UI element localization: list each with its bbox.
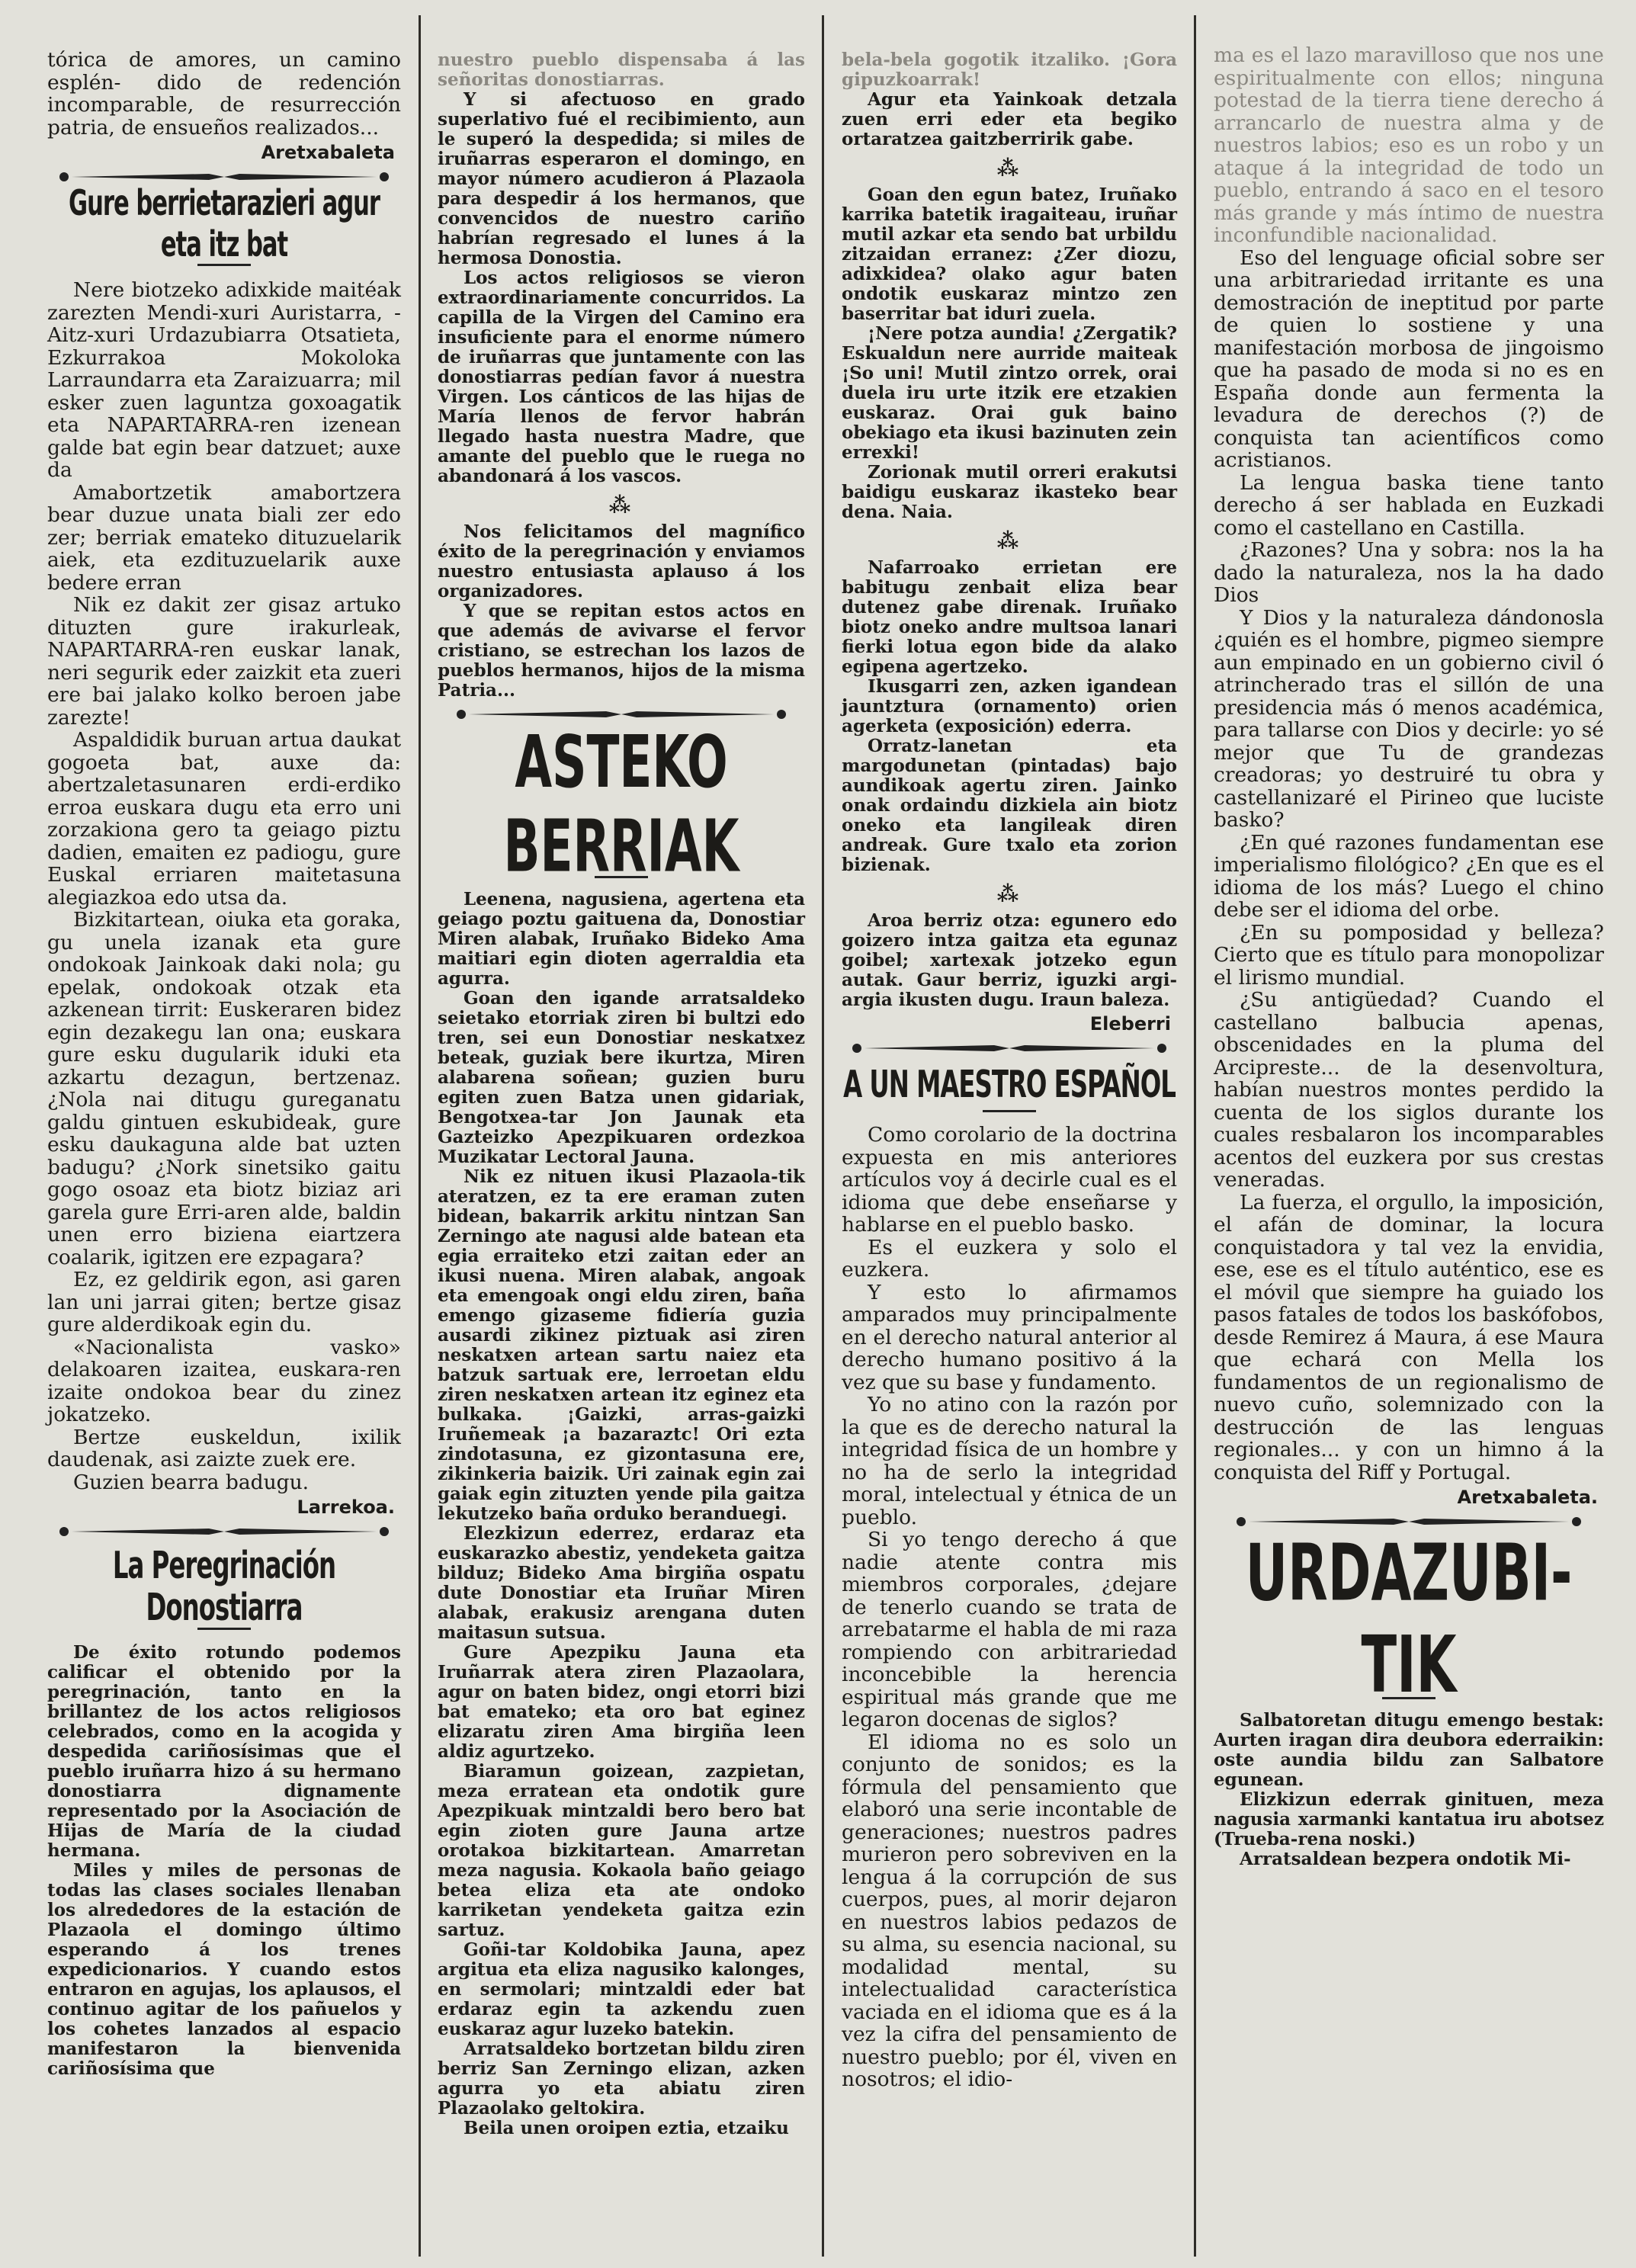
article-body	[842, 1124, 1177, 2091]
paragraph: Nere biotzeko adixkide maitéak zarezten Mendi-xuri Auristarra, -Aitz-xuri Urdazubiarra Otsatieta, Ezkurrakoa Mokoloka Larraundarra eta Zaraizuarra; mil esker zuen laguntza goxoagatik eta NAPARTARRA-ren izenean galde bat egin bear datzuet; auxe da	[47, 278, 401, 482]
paragraph: Nik ez dakit zer gisaz artuko dituzten gure irakurleak, NAPARTARRA-ren euskar lanak, neri segurik eder zaizkit eta zueri ere bai jalako kolko beroen jabe zarezte!	[47, 593, 401, 730]
paragraph: Agur eta Yainkoak detzala zuen erri eder eta begiko ortaratzea gaitzberririk gabe.	[842, 89, 1177, 149]
column-1	[34, 0, 415, 2268]
divider-ornament	[56, 169, 392, 184]
paragraph: Y que se repitan estos actos en que además de avivarse el fervor cristiano, se estrechan los lazos de pueblos hermanos, hijos de la misma Patria...	[438, 601, 805, 701]
column-rule	[419, 15, 421, 2257]
signature: Aretxabaleta.	[1457, 1487, 1598, 1508]
intro-paragraph: tórica de amores, un camino esplén- dido de redención incomparable, de resurrección patria, de ensueños realizados...	[47, 48, 401, 140]
paragraph: Es el euzkera y solo el euzkera.	[842, 1235, 1177, 1282]
paragraph: ¿Razones? Una y sobra: nos la ha dado la naturaleza, nos la ha dado Dios	[1214, 538, 1604, 607]
paragraph: Nik ez nituen ikusi Plazaola-tik ateratzen, ez ta ere eraman zuten bidean, bakarrik arkitu nintzan San Zerningo ate nagusi alde batean eta egia erraiteko etzi zaitan eder an ikusi nuena. Miren alabak, angoak eta emengoak ongi eldu ziren, baña emengo gizaseme fidiería guzia ausardi zikinez piztuak asi ziren neskatxen artean sartu naiez eta batzuk sartuak ere, lerroetan eldu ziren neskatxen artean itz eginez eta bulkaka. ¡Gaizki, arras-gaizki Iruñemeak ¡a bazaraztc! Ori ezta zindotasuna, ez gizontasuna ere, zikinkeria baizik. Uri zainak egin zai gaiak egin zituzten yende pila gaitza lekutzeko baña orduko beranduegi.	[438, 1166, 805, 1524]
faded-text	[842, 50, 1177, 90]
paragraph: Yo no atino con la razón por la que es de derecho natural la integridad física de un hombre y no ha de serlo la integridad moral, intelectual y étnica de un pueblo.	[842, 1393, 1177, 1529]
small-rule	[983, 1107, 1036, 1115]
dots-ornament: ⁂	[996, 528, 1022, 553]
paragraph: Goñi-tar Koldobika Jauna, apez argitua eta eliza nagusiko kalonges, en sermolari; mintzaldi eder bat erdaraz egin ta azkendu zuen euskaraz agur luzeko batekin.	[438, 1939, 805, 2039]
paragraph: Elizkizun ederrak ginituen, meza nagusia xarmanki kantatua iru abotsez (Trueba-rena noski.)	[1214, 1789, 1604, 1849]
paragraph: De éxito rotundo podemos calificar el obtenido por la peregrinación, tanto en la brillantez de los actos religiosos celebrados, como en la acogida y despedida cariñosísimas que el pueblo iruñarra hizo á su hermano donostiarra dignamente representado por la Asociación de Hijas de María de la ciudad hermana.	[47, 1642, 401, 1861]
section-title: URDAZUBI-TIK	[1245, 1526, 1573, 1711]
paragraph: Bertze euskeldun, ixilik daudenak, asi zaizte zuek ere.	[47, 1425, 401, 1471]
paragraph: Arratsaldean bezpera ondotik Mi-	[1240, 1849, 1571, 1869]
signature: Eleberri	[1089, 1013, 1171, 1035]
paragraph: Elezkizun ederrez, erdaraz eta euskarazko abestiz, yendeketa gaitza bilduz; Bideko Ama birgiña ospatu dute Donostiar eta Iruñar Miren alabak, erakusiz arengana duten maitasun sutsua.	[438, 1523, 805, 1643]
paragraph: Si yo tengo derecho á que nadie atente contra mis miembros corporales, ¿dejare de tenerlo cuando se trata de arrebatarme el habla de mi raza rompiendo con arbitrariedad inconcebible la herencia espiritual más grande que me legaron docenas de siglos?	[842, 1528, 1177, 1731]
paragraph: El idioma no es solo un conjunto de sonidos; es la fórmula del pensamiento que elaboró una serie incontable de generaciones; nuestros padres murieron pero sobreviven en la lengua á la corrupción de sus cuerpos, pues, al morir dejaron en nuestros labios pedazos de su alma, su esencia nacional, su modalidad mental, su intelectualidad característica vaciada en el idioma que es á la vez la cifra del pensamiento de nuestro pueblo; por él, viven en nosotros; el idio-	[842, 1730, 1177, 2091]
divider-ornament	[849, 1041, 1169, 1056]
paragraph: Goan den igande arratsaldeko seietako etorriak ziren bi bultzi edo tren, sei eun Donostiar neskatxez beteak, guziak bere ikurtza, Miren alabarena soñean; guzien buru egiten zuen Batza unen gidariak, Bengotxea-tar Jon Jaunak eta Gazteizko Apezpikuaren ordezkoa Muzikatar Lectoral Jauna.	[438, 988, 805, 1167]
article-title: La Peregrinación Donostiarra	[112, 1545, 336, 1630]
paragraph: ¡Nere potza aundia! ¿Zergatik? Eskualdun nere aurride maiteak ¡So uni! Mutil zintzo orrek, orai duela iru urte itzik ere etzakien euskaraz. Orai guk baino obekiago eta ikusi bazinuten zein errexki!	[842, 323, 1177, 463]
paragraph: Biaramun goizean, zazpietan, meza erratean eta ondotik gure Apezpikuak mintzaldi bero bero bat egin zioten gure Jauna artze orotakoa bizkitartean. Amarretan meza nagusia. Kokaola baño geiago betea eliza eta ate ondoko karriketan yendeketa gaitza ezin sartuz.	[438, 1761, 805, 1940]
paragraph: Miles y miles de personas de todas las clases sociales llenaban los alrededores de la estación de Plazaola el domingo último esperando á los trenes expedicionarios. Y cuando estos entraron en agujas, los aplausos, el continuo agitar de los pañuelos y los cohetes lanzados al espacio manifestaron la bienvenida cariñosísima que	[47, 1860, 401, 2079]
paragraph: Arratsaldeko bortzetan bildu ziren berriz San Zerningo elizan, azken agurra yo eta abiatu ziren Plazaolako geltokira.	[438, 2039, 805, 2119]
paragraph: Los actos religiosos se vieron extraordinariamente concurridos. La capilla de la Virgen del Camino era insuficiente para el enorme número de iruñarras que juntamente con las donostiarras pedían favor á nuestra Virgen. Los cánticos de las hijas de María llenos de fervor habrán llegado hasta nuestra Madre, que amante del pueblo que le ruega no abandonará á los vascos.	[438, 268, 805, 486]
paragraph: bela-bela gogotik itzaliko. ¡Gora gipuzkoarrak!	[842, 50, 1177, 90]
dots-ornament: ⁂	[996, 156, 1022, 181]
paragraph: Aroa berriz otza: egunero edo goizero intza gaitza eta egunaz goibel; xartexak jotzeko egun autak. Gaur berriz, iguzki argi-argia ikusten dugu. Iraun baleza.	[842, 910, 1177, 1010]
paragraph: Orratz-lanetan eta margodunetan (pintadas) bajo aundikoak agertu ziren. Jainko onak ordaindu dizkiela ain biotz oneko eta langileak diren andreak. Gure txalo eta zorion bizienak.	[842, 736, 1177, 875]
paragraph: Gure Apezpiku Jauna eta Iruñarrak atera ziren Plazaolara, agur on baten bidez, ongi etorri bizi bat emateko; eta oro bat eginez elizaratu ziren Ama birgiña leen aldiz agurtzeko.	[438, 1642, 805, 1762]
paragraph: Ikusgarri zen, azken igandean jauntztura (ornamento) orien agerketa (exposición) ederra.	[842, 676, 1177, 736]
paragraph: ¿En qué razones fundamentan ese imperialismo filológico? ¿En que es el idioma de los más? Luego el chino debe ser el idioma del orbe.	[1214, 830, 1604, 922]
section-title: ASTEKO BERRIAK	[503, 720, 739, 889]
paragraph: «Nacionalista vasko» delakoaren izaitea, euskara-ren izaite ondokoa bear du zinez jokatzeko.	[47, 1335, 401, 1426]
article-body	[47, 1643, 401, 2079]
paragraph: Y si afectuoso en grado superlativo fué el recibimiento, aun le superó la despedida; si miles de iruñarras esperaron el domingo, en mayor número acudieron á Plazaola para despedir á los hermanos, que convencidos de nuestro cariño habrían regresado el lunes á la hermosa Donostia.	[438, 89, 805, 268]
column-rule	[822, 15, 824, 2257]
paragraph: Amabortzetik amabortzera bear duzue unata biali zer edo zer; berriak emateko dituzuelarik aiek, eta ezdituzuelarik auxe bedere erran	[47, 480, 401, 595]
paragraph: Y esto lo afirmamos amparados muy principalmente en el derecho natural anterior al derecho humano positivo á la vez que su base y fundamento.	[842, 1280, 1177, 1394]
paragraph: Beila unen oroipen eztia, etzaiku	[464, 2118, 789, 2138]
article-body	[47, 279, 401, 1493]
paragraph: Guzien bearra badugu.	[73, 1470, 310, 1494]
paragraph: Zorionak mutil orreri erakutsi baidigu euskaraz ikasteko bear dena. Naia.	[842, 462, 1177, 522]
column-3	[828, 0, 1191, 2268]
paragraph: Nos felicitamos del magnífico éxito de la peregrinación y enviamos nuestro entusiasta aplauso á los organizadores.	[438, 521, 805, 601]
paragraph: Eso del lenguage oficial sobre ser una arbitrariedad irritante es una demostración de ineptitud por parte de quien lo sostiene y una manifestación morbosa de jingoismo que ha pasado de moda si no es en España donde aun fermenta la levadura de derechos (?) de conquista tan acientíficos como acristianos.	[1214, 245, 1604, 472]
paragraph: Ez, ez geldirik egon, asi garen lan uni jarrai giten; bertze gisaz gure alderdikoak egin du.	[47, 1268, 401, 1336]
column-2	[424, 0, 819, 2268]
signature: Larrekoa.	[297, 1496, 395, 1518]
paragraph: Goan den egun batez, Iruñako karrika batetik iragaiteau, iruñar mutil azkar eta sendo bat urbildu zitzaidan erranez: ¿Zer diozu, adixkidea? olako agur baten ondotik euskaraz mintzo zen baserritar bat iduri zuela.	[842, 184, 1177, 324]
paragraph: Aspaldidik buruan artua daukat gogoeta bat, auxe da: abertzaletasunaren erdi-erdiko erroa euskara dugu eta erro uni zorzakiona gero ta geiago piztu dadien, emaiten ez padiogu, gure Euskal erriaren maitetasuna alegiazkoa edo utsa da.	[47, 728, 401, 909]
signature: Aretxabaleta	[261, 142, 395, 163]
divider-ornament	[56, 1524, 392, 1539]
article-title: A UN MAESTRO ESPAÑOL	[843, 1063, 1176, 1107]
paragraph: ma es el lazo maravilloso que nos une espiritualmente con ellos; ninguna potestad de la tierra tiene derecho á arrancarlo de nuestra alma y de nuestros labios; eso es un robo y un ataque á la integridad de todo un pueblo, entrando á saco en el tesoro más grande y más íntimo de nuestra inconfundible nacionalidad.	[1214, 43, 1604, 247]
paragraph: Salbatoretan ditugu emengo bestak: Aurten iragan dira deubora ederraikin: oste aundia bildu zan Salbatore egunean.	[1214, 1710, 1604, 1790]
paragraph: Nafarroako errietan ere babitugu zenbait eliza bear dutenez gabe direnak. Iruñako biotz oneko andre multsoa lanari fierki lotua egon bide da alako egipena agertzeko.	[842, 557, 1177, 677]
faded-text	[438, 50, 805, 90]
paragraph: La lengua baska tiene tanto derecho á ser hablada en Euzkadi como el castellano en Castilla.	[1214, 470, 1604, 540]
faded-text	[1214, 44, 1604, 247]
article-title: Gure berrietarazieri agur eta itz bat	[68, 183, 380, 265]
paragraph: Como corolario de la doctrina expuesta en mis anteriores artículos voy á decirle cual es el idioma que debe enseñarse y hablarse en el pueblo basko.	[842, 1123, 1177, 1237]
paragraph: Y Dios y la naturaleza dándonosla ¿quién es el hombre, pigmeo siempre aun empinado en un gobierno civil ó atrincherado tras el sillón de una presidencia más ó menos académica, para tallarse con Dios y decirle: yo sé mejor que Tu de grandezas creadoras; yo destruiré tu obra y castellanizaré el Pirineo que luciste basko?	[1214, 605, 1604, 832]
column-4	[1200, 0, 1618, 2268]
paragraph: Leenena, nagusiena, agertena eta geiago poztu gaituena da, Donostiar Miren alabak, Iruñako Bideko Ama maitiari egin dioten agerraldia eta agurra.	[438, 889, 805, 989]
paragraph: ¿Su antigüedad? Cuando el castellano balbucia apenas, obscenidades en la pluma del Arcipreste... de la desenvoltura, habían nuestros montes perdido la cuenta de los siglos durante los cuales resbalaron los incomparables acentos del euzkera por sus crestas veneradas.	[1214, 988, 1604, 1192]
column-rule	[1194, 15, 1196, 2257]
dots-ornament: ⁂	[996, 881, 1022, 906]
dots-ornament: ⁂	[608, 492, 634, 518]
paragraph: nuestro pueblo dispensaba á las señoritas donostiarras.	[438, 50, 805, 90]
article-body	[438, 890, 805, 2138]
paragraph: La fuerza, el orgullo, la imposición, el afán de dominar, la locura conquistadora y tal vez la envidia, ese, ese es el título auténtico, ese es el móvil que siempre ha guiado los pasos fatales de todos los baskófobos, desde Remirez á Maura, á ese Maura que echará con Mella los fundamentos de un regionalismo de nuevo cuño, solemnizado con la destrucción de las lenguas regionales... y con un himno á la conquista del Riff y Portugal.	[1214, 1190, 1604, 1484]
paragraph: Bizkitartean, oiuka eta goraka, gu unela izanak eta gure ondokoak Jainkoak daki nola; gu epelak, ondokoak otzak eta azkenean tirrit: Euskeraren bidez egin dezakegu lan ona; euskara gure esku dugularik iduki eta azkartu dezagun, bertzenaz. ¿Nola nai ditugu gureganatu galdu gintuen eskubideak, gure esku daukaguna alde bat uzten badugu? ¿Nork sinetsiko gaitu gogo osoaz eta biotz biziaz ari garela gure Erri-aren alde, baldin unen erro biziena eiartzera coalarik, igitzen ere ezpagara?	[47, 908, 401, 1269]
article-body	[1214, 1711, 1604, 1869]
paragraph: ¿En su pomposidad y belleza? Cierto que es título para monopolizar el lirismo mundial.	[1214, 920, 1604, 990]
